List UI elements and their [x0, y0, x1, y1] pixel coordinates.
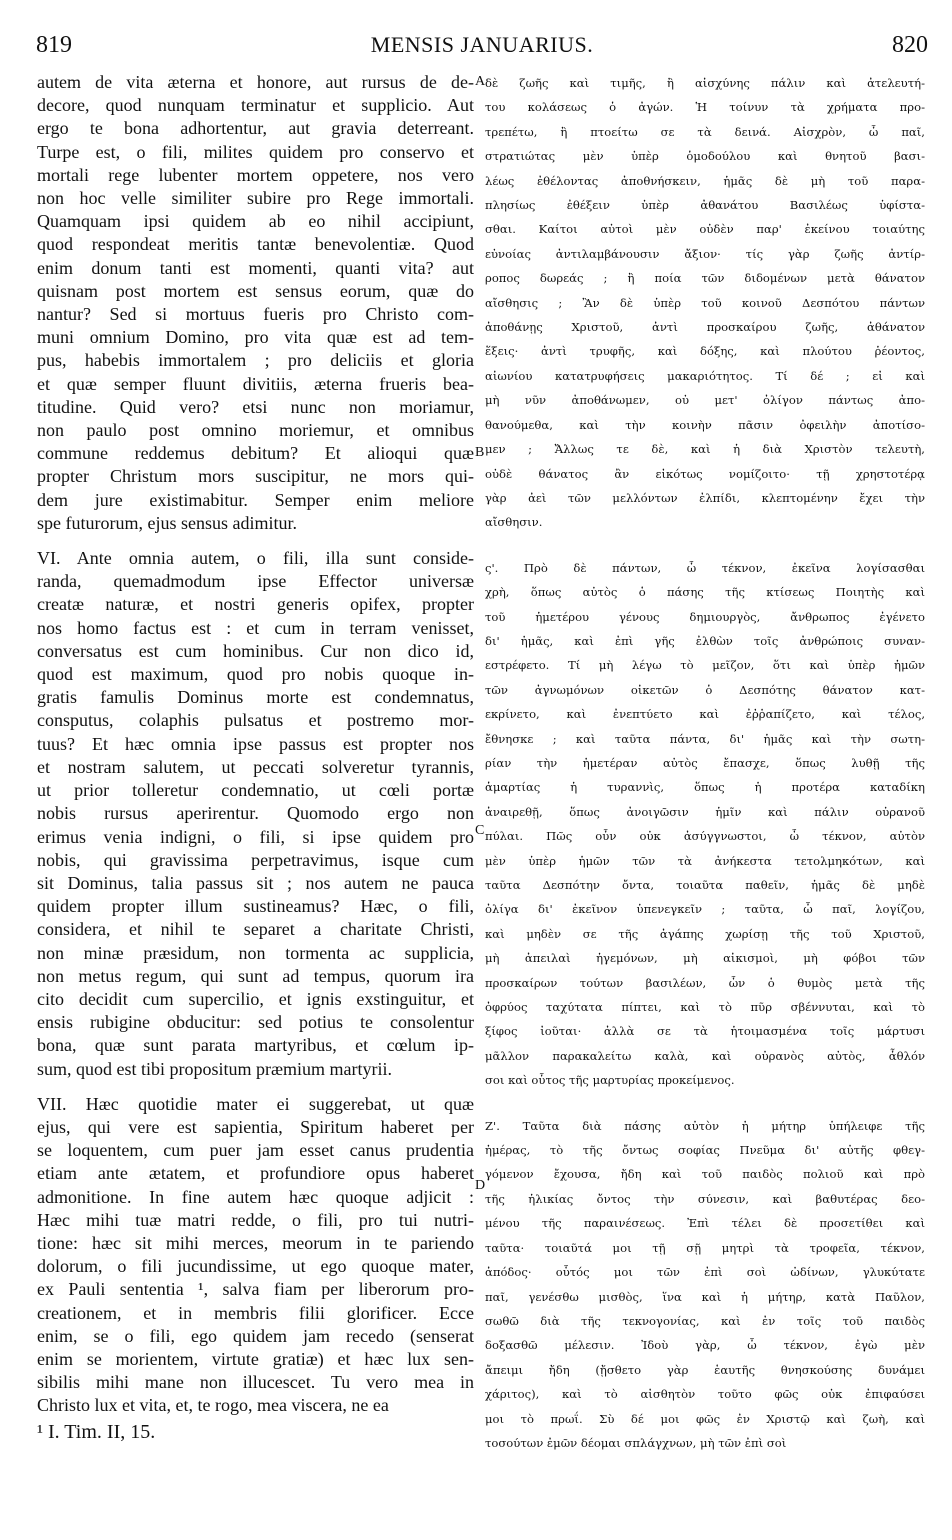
text-line: considera, et nihil te separet a charitate Christi,: [37, 919, 474, 940]
text-line: sum, quod est tibi propositum præmium martyrii.: [37, 1058, 392, 1079]
text-line: ὀλίγα δι' ἐκεῖνον ὑπενεγκεῖν ; ταῦτα, ὦ παῖ, λογίζου,: [485, 902, 925, 917]
text-line: autem de vita æterna et honore, aut rursus de de-: [37, 72, 474, 92]
text-line: nobis, qui gravissima perpetravimus, isque cum: [37, 849, 474, 870]
text-line: αἰωνίου κατατρυφήσεις μακαριότητος. Τί δέ ; εἰ καὶ: [485, 368, 925, 383]
text-line: enim se morientem, virtute gratiæ) et hæc lux sen-: [37, 1348, 474, 1369]
text-line: commune reddemus debitum? Et alioqui quæ: [37, 443, 474, 464]
text-line: gratis famulis Dominus morte est condemnatus,: [37, 687, 474, 708]
text-line: πύλαι. Πῶς οὖν οὐκ ἀσύγγνωστοι, ὦ τέκνον, αὐτὸν: [485, 829, 925, 844]
text-line: cito decidit cum supercilio, et ignis exstinguitur, et: [37, 988, 474, 1009]
greek-column: [485, 71, 925, 1455]
text-line: conversatus est cum hominibus. Cur non dico id,: [37, 640, 474, 661]
text-line: του κολάσεως ὁ ἀγών. Ἡ τοίνυν τὰ χρήματα προ-: [485, 100, 925, 115]
text-line: μὴ νῦν ἀποθάνωμεν, οὐ μετ' ὀλίγον πάντως ἀπο-: [485, 393, 925, 408]
text-line: τοσούτων ἐμῶν δέομαι σπλάγχνων, μὴ τῶν ἐπὶ σοὶ: [485, 1435, 787, 1450]
latin-section-6: [37, 547, 474, 1081]
text-line: Hæc mihi tuæ matri redde, o fili, pro tui nutri-: [37, 1209, 474, 1230]
text-line: propter Christum mors suscipitur, ne mors qui-: [37, 466, 474, 487]
text-line: Turpe est, o fili, milites quidem pro conservo et: [37, 141, 474, 162]
text-line: οὐδὲ θάνατος ἂν εἰκότως νομίζοιτο· τῇ χρηστοτέρᾳ: [485, 466, 925, 481]
text-line: quod respondeat meritis tantæ benevolentiæ. Quod: [37, 234, 474, 255]
page-number-right: 820: [892, 32, 928, 58]
text-line: muni omnium Domino, pro vita quæ est ad tem-: [37, 327, 474, 348]
text-line: et nostram salutem, ut peccati solveretur tyrannis,: [37, 756, 474, 777]
text-line: sibilis mihi mane non illucescet. Tu vero mea in: [37, 1372, 474, 1393]
greek-section-5-end: [485, 71, 925, 535]
text-line: τῆς ἡλικίας ὄντος τὴν σύνεσιν, καὶ βαθυτέρας δεο-: [485, 1191, 925, 1206]
text-line: tione: hæc sit mihi merces, meorum in te pariendo: [37, 1232, 474, 1253]
margin-letter-b: B: [475, 445, 485, 460]
text-line: enim, se o fili, ego quidem jam recedo (senserat: [37, 1325, 474, 1346]
text-line: enim donum tanti est momenti, quanti vita? aut: [37, 257, 474, 278]
text-line: non minæ præsidum, non tormenta ac supplicia,: [37, 942, 474, 963]
text-line: χάριτος), καὶ τὸ αἰσθητὸν τοῦτο φῶς οὐκ ἐπιφαύσει: [485, 1387, 925, 1402]
text-line: ergo te bona adhortentur, aut gravia deterreant.: [37, 118, 474, 139]
text-line: τῶν ἀγνωμόνων οἰκετῶν ὁ Δεσπότης θάνατον κατ-: [485, 682, 925, 697]
text-line: creationem, et in membris filii glorificer. Ecce: [37, 1302, 474, 1323]
text-line: ἔθνησκε ; καὶ ταῦτα πάντα, δι' ἡμᾶς καὶ τὴν σωτη-: [485, 731, 925, 746]
text-line: λέως ἐθέλοντας ἀποθνήσκειν, ἡμᾶς δὲ μὴ τοῦ παρα-: [485, 173, 925, 188]
text-line: μεν ; Ἄλλως τε δὲ, καὶ ἡ διὰ Χριστὸν τελευτὴ,: [485, 442, 925, 457]
text-line: quidem propter illum sustineamus? Hæc, o fili,: [37, 896, 474, 917]
latin-section-5-end: [37, 71, 474, 535]
text-line: παῖ, γενέσθω μισθὸς, ἵνα καὶ ἡ μήτηρ, κατὰ Παῦλον,: [485, 1289, 925, 1304]
text-line: καὶ μηδὲν σε τῆς ἀγάπης χωρίσῃ τῆς τοῦ Χριστοῦ,: [485, 926, 925, 941]
text-line: consputus, colaphis pulsatus et postremo mor-: [37, 710, 474, 731]
text-line: εὐνοίας ἀντιλαμβάνουσιν ἄξιον· τίς γὰρ ζωῆς ἀντίρ-: [485, 246, 925, 261]
text-line: ἄπειμι ἤδη (ᾔσθετο γὰρ ἑαυτῆς θνησκούσης δυνάμει: [485, 1362, 925, 1377]
text-line: θανούμεθα, καὶ τὴν κοινὴν πᾶσιν ὀφειλὴν ἀποτίσο-: [485, 417, 925, 432]
text-line: decore, quod nunquam terminatur et supplicio. Aut: [37, 95, 474, 116]
text-line: sit Dominus, talia passus sit ; nos autem ne pauca: [37, 872, 474, 893]
running-title: MENSIS JANUARIUS.: [370, 32, 594, 57]
text-line: προσκαίρων τούτων βασιλέων, ὧν ὁ θυμὸς μετὰ τῆς: [485, 975, 925, 990]
page-number-left: 819: [36, 32, 72, 58]
text-line: εστρέφετο. Τί μὴ λέγω τὸ μεῖζον, ὅτι καὶ ὑπὲρ ἡμῶν: [485, 658, 925, 673]
text-line: μοι τὸ πρωΐ. Σὺ δέ μοι φῶς ἐν Χριστῷ καὶ ζωὴ, καὶ: [485, 1411, 925, 1426]
text-line: δοξασθῶ μέλεσιν. Ἰδοὺ γὰρ, ὦ τέκνον, ἐγὼ μὲν: [485, 1338, 925, 1353]
text-line: ἀποθάνῃς Χριστοῦ, ἀντὶ προσκαίρου ζωῆς, ἀθάνατον: [485, 320, 925, 335]
text-line: ἡμέρας, τὸ τῆς ὄντως σοφίας Πνεῦμα δι' αὐτῆς φθεγ-: [485, 1143, 925, 1158]
text-line: σοι καὶ οὗτος τῆς μαρτυρίας προκείμενος.: [485, 1073, 735, 1088]
text-line: nobis rursus aperirentur. Quomodo ergo non: [37, 803, 474, 824]
running-header: [36, 30, 928, 60]
text-line: quod est maximum, quod pro nobis quoque in-: [37, 664, 474, 685]
latin-section-7: [37, 1093, 474, 1418]
text-line: ex Pauli sententia ¹, salva fiam per liberorum pro-: [37, 1279, 474, 1300]
text-line: ensis rubigine obducitur: sed potius te consolentur: [37, 1012, 474, 1033]
text-line: ροπος δωρεάς ; ἢ ποία τῶν διδομένων μετὰ θάνατον: [485, 271, 925, 286]
footnote: ¹ I. Tim. II, 15.: [37, 1421, 156, 1443]
text-line: αἴσθησις ; Ἂν δὲ ὑπὲρ τοῦ κοινοῦ Δεσπότου πάντων: [485, 295, 925, 310]
text-line: quisnam post mortem est sensus eorum, quæ do: [37, 280, 474, 301]
text-line: VI. Ante omnia autem, o fili, illa sunt conside-: [37, 548, 474, 569]
text-line: dolorum, o fili jucundissime, ut ego quoque mater,: [37, 1256, 474, 1277]
text-line: nos homo factus est : et cum in terram venisset,: [37, 617, 474, 638]
text-line: dem jure existimabitur. Semper enim meliore: [37, 489, 474, 510]
text-line: Ζ'. Ταῦτα διὰ πάσης αὐτὸν ἡ μήτηρ ὑπήλειφε τῆς: [485, 1118, 925, 1133]
margin-letter-a: A: [475, 74, 486, 89]
text-line: non metus regum, qui sunt ad tempus, quorum ira: [37, 965, 474, 986]
text-line: σωθῶ διὰ τῆς τεκνογονίας, καὶ ἐν τοῖς τοῦ παιδὸς: [485, 1313, 925, 1328]
text-line: VII. Hæc quotidie mater ei suggerebat, ut quæ: [37, 1093, 474, 1114]
text-line: δι' ἡμᾶς, καὶ ἐπὶ γῆς ἐλθὼν τοῖς ἀνθρώποις συναν-: [485, 633, 925, 648]
text-line: Quamquam ipsi quidem ab eo nihil accipiunt,: [37, 211, 474, 232]
text-line: σθαι. Καίτοι αὐτοὶ μὲν οὐδὲν παρ' ἐκείνου τοιαύτης: [485, 222, 925, 237]
text-line: non hoc velle similiter subire pro Rege immortali.: [37, 188, 474, 209]
text-line: tuus? Et hæc omnia ipse passus est propter nos: [37, 733, 474, 754]
text-line: ρίαν τὴν ἡμετέραν αὐτὸς ἔπασχε, ὅπως λυθῇ τῆς: [485, 755, 925, 770]
text-line: αἴσθησιν.: [485, 515, 543, 530]
text-line: ταῦτα Δεσπότην ὄντα, τοιαῦτα παθεῖν, ἡμᾶς δὲ μηδὲ: [485, 878, 925, 892]
text-line: pus, habebis immortalem ; pro deliciis et gloria: [37, 350, 474, 371]
text-line: et quæ semper fluunt divitiis, æterna frueris bea-: [37, 373, 474, 394]
text-line: erimus venia indigni, o fili, si ipse quidem pro: [37, 826, 474, 847]
text-line: mortali rege lubenter mortem oppetere, nos vero: [37, 164, 474, 185]
text-line: ὀφρύος ταχύτατα πίπτει, καὶ τὸ πῦρ σβέννυται, καὶ τὸ: [485, 1000, 925, 1015]
text-line: ξίφος ἰοῦται· ἀλλὰ σε τὰ ἡτοιμασμένα τοῖς μάρτυσι: [485, 1024, 925, 1039]
margin-letter-c: C: [475, 823, 485, 838]
text-line: στρατιώτας μὲν ὑπὲρ ὁμοδούλου καὶ θνητοῦ βασι-: [485, 149, 925, 164]
text-line: randa, quemadmodum ipse Effector universæ: [37, 571, 474, 592]
text-line: τοῦ ἡμετέρου γένους δημιουργὸς, ἄνθρωπος ἐγένετο: [485, 609, 925, 624]
greek-section-6: [485, 556, 925, 1093]
text-line: χρὴ, ὅπως αὐτὸς ὁ πάσης τῆς κτίσεως Ποιητὴς καὶ: [485, 585, 925, 600]
text-line: ut prior tolleretur condemnatio, ut cœli portæ: [37, 780, 474, 801]
text-line: admonitione. In fine autem hæc quoque adjicit :: [37, 1186, 474, 1207]
text-line: μένου τῆς παραινέσεως. Ἐπὶ τέλει δὲ προσετίθει καὶ: [485, 1216, 925, 1231]
text-line: nantur? Sed si mortuus fueris pro Christo com-: [37, 304, 474, 325]
text-line: ἁμαρτίας ἡ τυραννὶς, ὅπως ἡ προτέρα καταδίκη: [485, 780, 925, 795]
text-line: spe futurorum, ejus sensus adimitur.: [37, 512, 297, 533]
text-line: bona, quæ sunt parata martyribus, et cœlum ip-: [37, 1035, 474, 1056]
text-line: titudine. Quid vero? etsi nunc non moriamur,: [37, 396, 474, 417]
text-line: ἀναιρεθῇ, ὅπως ἀνοιγῶσιν ἡμῖν καὶ πάλιν οὐρανοῦ: [485, 804, 925, 819]
text-line: εκρίνετο, καὶ ἐνεπτύετο καὶ ἐῤῥαπίζετο, καὶ τέλος,: [485, 707, 925, 722]
text-line: τρεπέτω, ἢ πτοείτω σε τὰ δεινά. Αἰσχρὸν, ὦ παῖ,: [485, 124, 925, 139]
latin-column: [37, 71, 474, 1418]
text-line: ἀπόδος· οὗτός μοι τῶν ἐπὶ σοὶ ὠδίνων, γλυκύτατε: [485, 1265, 925, 1280]
text-line: μᾶλλον παρακαλείτω καλὰ, καὶ οὐρανὸς αὐτὸς, ἆθλόν: [485, 1048, 925, 1063]
text-line: μὲν ὑπὲρ ἡμῶν τῶν τὰ ἀνήκεστα τετολμηκότων, καὶ: [485, 853, 925, 868]
text-line: πλησίως ἐθέξειν ὑπὲρ ἀθανάτου Βασιλέως ὑφίστα-: [485, 198, 925, 213]
text-line: ejus, qui vere est sapientia, Spiritum haberet per: [37, 1116, 474, 1137]
greek-section-7: [485, 1114, 925, 1456]
text-line: ταῦτα· τοιαῦτά μοι τῇ σῇ μητρὶ τὰ τροφεῖα, τέκνον,: [485, 1240, 925, 1255]
margin-letter-d: D: [475, 1178, 486, 1193]
text-line: ἕξεις· ἀντὶ τρυφῆς, καὶ δόξης, καὶ πλούτου ῥέοντος,: [485, 344, 925, 359]
text-line: etiam ante ætatem, et profundiore opus haberet: [37, 1163, 474, 1184]
text-line: γόμενον ἔχουσα, ἤδη καὶ τοῦ παιδὸς πολιοῦ καὶ πρὸ: [485, 1167, 925, 1182]
text-line: δὲ ζωῆς καὶ τιμῆς, ἢ αἰσχύνης πάλιν καὶ ἀτελευτή-: [485, 76, 925, 90]
text-line: ς'. Πρὸ δὲ πάντων, ὦ τέκνον, ἐκεῖνα λογίσασθαι: [485, 560, 925, 575]
text-line: non paulo post omnino moriemur, et omnibus: [37, 420, 474, 441]
text-line: γὰρ ἀεὶ τῶν μελλόντων ἐλπίδι, κλεπτομένην ἔχει τὴν: [485, 490, 925, 505]
text-line: μὴ ἀπειλαὶ ἡγεμόνων, μὴ αἰκισμοὶ, μὴ φόβοι τῶν: [485, 951, 925, 966]
text-line: creatæ naturæ, et nostri generis opifex, propter: [37, 594, 474, 615]
text-line: Christo lux et vita, et, te rogo, mea viscera, ne ea: [37, 1395, 389, 1416]
text-line: se loquentem, cum puer jam esset canus prudentia: [37, 1140, 474, 1161]
